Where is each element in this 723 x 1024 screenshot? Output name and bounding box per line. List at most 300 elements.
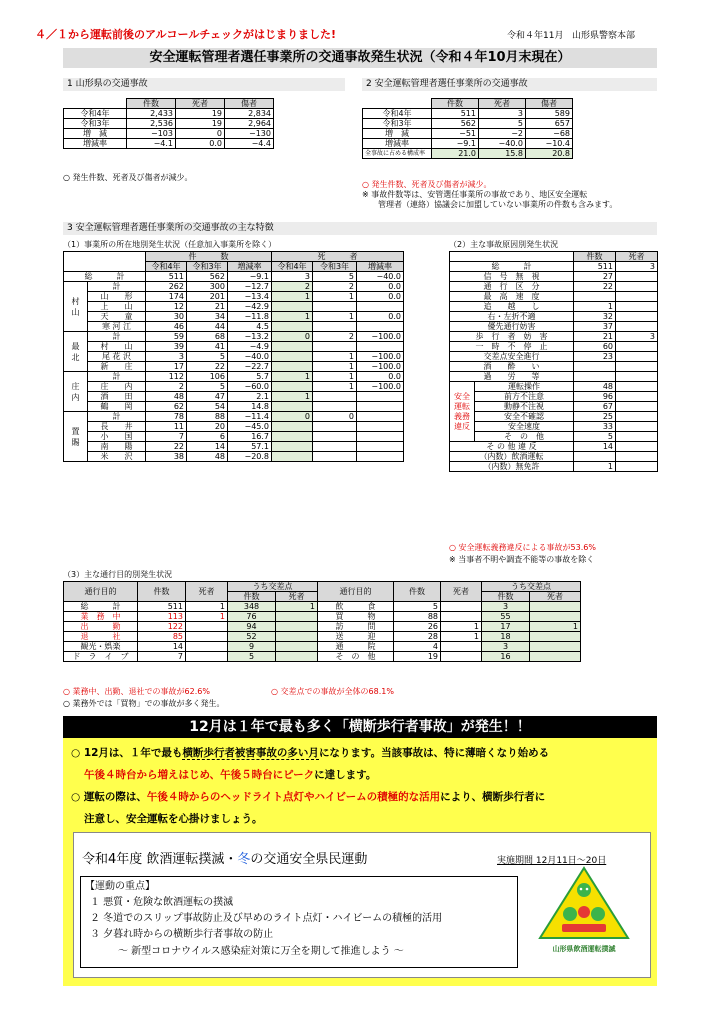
row-label: 運転操作 <box>475 382 574 392</box>
text: 横断歩行者被害事故の多い月 <box>182 747 319 759</box>
table-cell: 7 <box>138 652 186 662</box>
table-row <box>64 382 404 392</box>
table-row <box>64 119 274 129</box>
page-title: 安全運転管理者選任事業所の交通事故発生状況（令和４年10月末現在） <box>63 48 657 68</box>
table-row <box>363 149 573 159</box>
table-cell: 1 <box>313 382 357 392</box>
table-cell <box>616 402 658 412</box>
table-cell <box>574 292 616 302</box>
table-cell: 511 <box>574 262 616 272</box>
table-row <box>64 612 581 622</box>
table-cell: −4.4 <box>225 139 274 149</box>
text: ○ 12月は、１年で最も <box>71 747 183 759</box>
issue-date: 令和４年11月 <box>507 31 564 41</box>
sec3-title: 3 安全運転管理者選任事業所の交通事故の主な特徴 <box>63 222 657 235</box>
row-label: 全事故に占める構成率 <box>363 149 432 159</box>
table-cell <box>272 362 313 372</box>
row-label: （内数）飲酒運転 <box>450 452 574 462</box>
row-label: そ の 他 <box>475 432 574 442</box>
table-cell: 25 <box>574 412 616 422</box>
table-cell <box>357 322 404 332</box>
row-label: 安全速度 <box>475 422 574 432</box>
table-row <box>64 422 404 432</box>
col-header: 件数 <box>482 592 530 602</box>
table-cell <box>357 412 404 422</box>
text: 冬 <box>237 852 251 867</box>
table-cell: 122 <box>138 622 186 632</box>
sec2-note3: 管理者（連絡）協議会に加盟していない事業所の件数も含みます。 <box>378 200 618 209</box>
region-name <box>64 372 88 412</box>
region-name <box>64 412 88 462</box>
table-row <box>64 272 404 282</box>
table-cell <box>276 632 318 642</box>
table-cell: 511 <box>432 109 479 119</box>
table-cell: 17 <box>482 622 530 632</box>
region-char: 山 <box>71 307 80 317</box>
point-2: ２ 冬道でのスリップ事故防止及び早めのライト点灯・ハイビームの積極的活用 <box>90 913 443 924</box>
region-char: 内 <box>71 392 80 402</box>
table-row <box>64 129 274 139</box>
row-label: 歩 行 者 妨 害 <box>450 332 574 342</box>
row-label: 過 労 等 <box>450 372 574 382</box>
table-cell: 5 <box>574 432 616 442</box>
table-cell: 33 <box>574 422 616 432</box>
table-row <box>450 432 658 442</box>
table-cell: 52 <box>228 632 276 642</box>
campaign-closing: 〜 新型コロナウイルス感染症対策に万全を期して推進しよう 〜 <box>118 946 404 957</box>
table-cell <box>357 422 404 432</box>
region-name <box>64 282 88 332</box>
table-cell: 0.0 <box>357 312 404 322</box>
table-cell <box>616 462 658 472</box>
table-row <box>64 322 404 332</box>
table-cell: −9.1 <box>432 139 479 149</box>
col-header: 件数 <box>394 582 441 602</box>
text: 令和4年度 飲酒運転撲滅・ <box>82 852 238 867</box>
table-cell: 15.8 <box>479 149 526 159</box>
table-cell: 7 <box>146 432 187 442</box>
row-label: 交差点安全進行 <box>450 352 574 362</box>
table-cell <box>272 352 313 362</box>
table-cell <box>313 322 357 332</box>
table-row <box>64 412 404 422</box>
table-cell: −130 <box>225 129 274 139</box>
row-label: 最 高 速 度 <box>450 292 574 302</box>
table-cell: 14.8 <box>228 402 272 412</box>
table-cell <box>574 452 616 462</box>
table-cell: 511 <box>146 272 187 282</box>
table-cell: −42.9 <box>228 302 272 312</box>
table-cell <box>357 402 404 412</box>
table-row <box>450 402 658 412</box>
table-cell: 1 <box>530 622 581 632</box>
table-cell: −20.8 <box>228 452 272 462</box>
table-cell: 22 <box>146 442 187 452</box>
table-cell: 94 <box>228 622 276 632</box>
table-row <box>363 119 573 129</box>
table-row <box>450 262 658 272</box>
row-label: 退 社 <box>64 632 138 642</box>
table-cell: 1 <box>313 292 357 302</box>
table-row <box>64 632 581 642</box>
table-cell: 20.8 <box>526 149 573 159</box>
table-cell <box>313 392 357 402</box>
banner-title: 12月は１年で最も多く「横断歩行者事故」が発生！！ <box>63 716 657 738</box>
table-row <box>64 442 404 452</box>
t3-note1a: ○ 業務中、出勤、退社での事故が62.6% <box>63 687 210 696</box>
t2-title: （2）主な事故原因別発生状況 <box>449 240 559 249</box>
table-cell: 2,964 <box>225 119 274 129</box>
table-row <box>450 372 658 382</box>
row-label: 上 山 <box>88 302 146 312</box>
table-cell <box>616 432 658 442</box>
row-label: 新 庄 <box>88 362 146 372</box>
table-cell <box>186 632 228 642</box>
row-label: 通 院 <box>318 642 394 652</box>
table-cell: 2 <box>313 282 357 292</box>
table-cell <box>616 272 658 282</box>
table-cell: 21 <box>574 332 616 342</box>
table-cell: 1 <box>313 312 357 322</box>
table-cell: 16 <box>482 652 530 662</box>
table-cell: 20 <box>187 422 228 432</box>
banner-line2 <box>84 768 376 782</box>
col-header: 死者 <box>530 592 581 602</box>
table-cell <box>530 602 581 612</box>
table-cell: 32 <box>574 312 616 322</box>
table-cell: 48 <box>187 452 228 462</box>
col-header: 傷者 <box>225 99 274 109</box>
table-cell: 19 <box>176 109 225 119</box>
group-label-part: 安全 <box>454 391 470 401</box>
table-cell: 589 <box>526 109 573 119</box>
table-row <box>64 312 404 322</box>
table-row <box>64 402 404 412</box>
row-label: 令和4年 <box>363 109 432 119</box>
table-cell: 37 <box>574 322 616 332</box>
sec2-table <box>362 98 573 159</box>
table-cell <box>441 652 482 662</box>
point-3: ３ 夕暮れ時からの横断歩行者事故の防止 <box>90 929 274 940</box>
table-cell: 46 <box>146 322 187 332</box>
table-cell <box>616 452 658 462</box>
table-cell: 4 <box>394 642 441 652</box>
table-cell: 1 <box>313 362 357 372</box>
table-row <box>363 109 573 119</box>
table-cell: 1 <box>313 352 357 362</box>
table-cell <box>276 612 318 622</box>
sec1-table <box>63 98 274 149</box>
table-cell: 1 <box>272 312 313 322</box>
table-cell <box>276 622 318 632</box>
table-cell: 1 <box>441 632 482 642</box>
table-cell: −60.0 <box>228 382 272 392</box>
table-cell: 88 <box>187 412 228 422</box>
table-cell: 348 <box>228 602 276 612</box>
table-row <box>450 392 658 402</box>
row-label: 前方不注意 <box>475 392 574 402</box>
table-cell: 1 <box>272 392 313 402</box>
table-row <box>450 382 658 392</box>
table-cell <box>357 432 404 442</box>
table-cell <box>272 382 313 392</box>
table-cell: −12.7 <box>228 282 272 292</box>
cause-table <box>449 251 658 472</box>
table-cell: −68 <box>526 129 573 139</box>
table-cell: 17 <box>146 362 187 372</box>
row-label: 令和3年 <box>64 119 127 129</box>
table-cell: 106 <box>187 372 228 382</box>
table-cell <box>357 302 404 312</box>
table-cell <box>276 642 318 652</box>
table-row <box>450 322 658 332</box>
table-cell: 300 <box>187 282 228 292</box>
table-cell: −11.8 <box>228 312 272 322</box>
table-cell: 28 <box>394 632 441 642</box>
table-cell <box>313 432 357 442</box>
row-label: 庄 内 <box>88 382 146 392</box>
group-label-part: 義務 <box>454 411 470 421</box>
table-cell: 511 <box>138 602 186 612</box>
table-cell: 26 <box>394 622 441 632</box>
table-cell: 0 <box>272 412 313 422</box>
table-cell: 47 <box>187 392 228 402</box>
table-cell: 38 <box>146 452 187 462</box>
row-label: 出 勤 <box>64 622 138 632</box>
table-row <box>64 139 274 149</box>
table-row <box>450 332 658 342</box>
table-cell: 5 <box>187 352 228 362</box>
table-row <box>64 109 274 119</box>
row-label: 寒 河 江 <box>88 322 146 332</box>
table-cell: 1 <box>441 622 482 632</box>
table-row <box>363 129 573 139</box>
sec2-note1: ○ 発生件数、死者及び傷者が減少。 <box>362 180 492 189</box>
table-cell <box>616 442 658 452</box>
table-cell <box>357 392 404 402</box>
text: になります。当該事故は、特に薄暗くなり始める <box>318 747 550 759</box>
table-cell: 1 <box>272 372 313 382</box>
table-cell <box>272 322 313 332</box>
table-cell <box>313 402 357 412</box>
row-label: 増 減 <box>64 129 127 139</box>
table-cell <box>272 302 313 312</box>
table-cell <box>574 362 616 372</box>
table-cell: 0 <box>272 332 313 342</box>
table-cell: 39 <box>146 342 187 352</box>
row-label: 買 物 <box>318 612 394 622</box>
table-row <box>64 652 581 662</box>
table-row <box>64 362 404 372</box>
table-cell <box>313 422 357 432</box>
region-char: 庄 <box>71 381 80 391</box>
banner-line3 <box>71 790 545 804</box>
table-cell: 57.1 <box>228 442 272 452</box>
table-cell: 3 <box>482 642 530 652</box>
col-header: 増減率 <box>228 262 272 272</box>
row-label: 長 井 <box>88 422 146 432</box>
table-cell: 2,433 <box>127 109 176 119</box>
col-header: 死者 <box>176 99 225 109</box>
notice-text: ４／１から運転前後のアルコールチェックがはじまりました! <box>35 28 337 41</box>
table-cell: 5.7 <box>228 372 272 382</box>
row-label: 計 <box>88 412 146 422</box>
region-char: 置 <box>71 426 80 436</box>
table-cell <box>616 292 658 302</box>
table-cell: 1 <box>186 612 228 622</box>
table-cell: −11.4 <box>228 412 272 422</box>
table-cell: −10.4 <box>526 139 573 149</box>
table-cell <box>530 642 581 652</box>
table-cell: 1 <box>272 292 313 302</box>
table-cell <box>616 312 658 322</box>
table-cell: 262 <box>146 282 187 292</box>
table-cell: 3 <box>146 352 187 362</box>
row-label: 鶴 岡 <box>88 402 146 412</box>
row-label: 酒 田 <box>88 392 146 402</box>
point-1: １ 悪質・危険な飲酒運転の撲滅 <box>90 897 234 908</box>
row-label: 村 山 <box>88 342 146 352</box>
table-cell: 6 <box>187 432 228 442</box>
group-header: 死 者 <box>272 252 404 262</box>
banner-line4: 注意し、安全運転を心掛けましょう。 <box>84 813 263 825</box>
table-row <box>450 412 658 422</box>
row-label: 尾 花 沢 <box>88 352 146 362</box>
table-cell: −100.0 <box>357 352 404 362</box>
table-cell: 23 <box>574 352 616 362</box>
table-row <box>450 462 658 472</box>
table-cell: 201 <box>187 292 228 302</box>
table-row <box>64 392 404 402</box>
table-cell: −9.1 <box>228 272 272 282</box>
col-header: 死者 <box>441 582 482 602</box>
row-label: 増減率 <box>64 139 127 149</box>
t3-note1b: ○ 交差点での事故が全体の68.1% <box>271 687 394 696</box>
col-header: 令和3年 <box>187 262 228 272</box>
row-label: 優先通行妨害 <box>450 322 574 332</box>
table-cell: 18 <box>482 632 530 642</box>
table-cell: −40.0 <box>228 352 272 362</box>
table-cell <box>441 612 482 622</box>
row-label: 天 童 <box>88 312 146 322</box>
sec1-title: 1 山形県の交通事故 <box>63 78 345 91</box>
table-row <box>450 312 658 322</box>
table-cell: 3 <box>616 262 658 272</box>
table-cell: 2.1 <box>228 392 272 402</box>
table-cell <box>616 352 658 362</box>
table-cell: 55 <box>482 612 530 622</box>
col-header: 通行目的 <box>318 582 394 602</box>
issuer: 山形県警察本部 <box>572 31 636 41</box>
row-label: 動静不注視 <box>475 402 574 412</box>
table-cell: −45.0 <box>228 422 272 432</box>
col-header: 件数 <box>432 99 479 109</box>
table-cell: 78 <box>146 412 187 422</box>
col-header: 死者 <box>186 582 228 602</box>
group-label-part: 運転 <box>454 401 470 411</box>
table-cell <box>357 442 404 452</box>
table-cell: 41 <box>187 342 228 352</box>
table-cell: 34 <box>187 312 228 322</box>
table-cell: 59 <box>146 332 187 342</box>
group-label <box>450 382 475 442</box>
campaign-logo <box>532 862 636 956</box>
table-cell <box>272 342 313 352</box>
table-cell <box>186 622 228 632</box>
table-cell <box>313 452 357 462</box>
table-cell <box>530 612 581 622</box>
table-row <box>450 302 658 312</box>
table-row <box>450 362 658 372</box>
row-label: 計 <box>88 332 146 342</box>
table-cell: 16.7 <box>228 432 272 442</box>
col-header: 件数 <box>574 252 616 262</box>
table-cell <box>616 342 658 352</box>
table-cell: 562 <box>187 272 228 282</box>
table-row <box>64 292 404 302</box>
table-cell: 96 <box>574 392 616 402</box>
table-cell: −2 <box>479 129 526 139</box>
col-header: 死者 <box>616 252 658 262</box>
table-row <box>64 352 404 362</box>
table-row <box>64 622 581 632</box>
text: に達します。 <box>314 769 377 781</box>
table-cell <box>616 382 658 392</box>
region-char: 最 <box>71 341 80 351</box>
table-cell <box>272 452 313 462</box>
table-cell: 657 <box>526 119 573 129</box>
table-cell <box>530 652 581 662</box>
row-label: 酒 酔 い <box>450 362 574 372</box>
col-header: 令和4年 <box>272 262 313 272</box>
table-cell: 21.0 <box>432 149 479 159</box>
row-label: 令和3年 <box>363 119 432 129</box>
table-cell: 2 <box>313 332 357 342</box>
table-cell <box>272 422 313 432</box>
table-cell: 9 <box>228 642 276 652</box>
table-cell: 0.0 <box>357 372 404 382</box>
t3-note2: ○ 業務外では「買物」での事故が多く発生。 <box>63 699 225 708</box>
table-cell: −13.4 <box>228 292 272 302</box>
table-row <box>450 442 658 452</box>
region-char: 北 <box>71 352 80 362</box>
t1-title: （1）事業所の所在地別発生状況（任意加入事業所を除く） <box>63 240 277 249</box>
table-cell: −40.0 <box>357 272 404 282</box>
row-label: 一 時 不 停 止 <box>450 342 574 352</box>
table-cell: 27 <box>574 272 616 282</box>
table-cell: 112 <box>146 372 187 382</box>
table-cell <box>272 432 313 442</box>
table-row <box>64 332 404 342</box>
table-cell <box>616 412 658 422</box>
table-cell: −4.1 <box>127 139 176 149</box>
row-label: 米 沢 <box>88 452 146 462</box>
row-label: ド ラ イ ブ <box>64 652 138 662</box>
table-cell: 14 <box>138 642 186 652</box>
table-cell <box>616 302 658 312</box>
table-cell <box>616 422 658 432</box>
table-row <box>64 452 404 462</box>
campaign-period: 実施期間 12月11日〜20日 <box>497 856 607 866</box>
table-cell <box>272 402 313 412</box>
table-cell: 88 <box>394 612 441 622</box>
table-cell: 2 <box>272 282 313 292</box>
logo-label: 山形県飲酒運転撲滅 <box>552 945 616 953</box>
table-cell: 3 <box>479 109 526 119</box>
table-cell: 5 <box>187 382 228 392</box>
table-cell <box>313 442 357 452</box>
col-header: 通行目的 <box>64 582 138 602</box>
